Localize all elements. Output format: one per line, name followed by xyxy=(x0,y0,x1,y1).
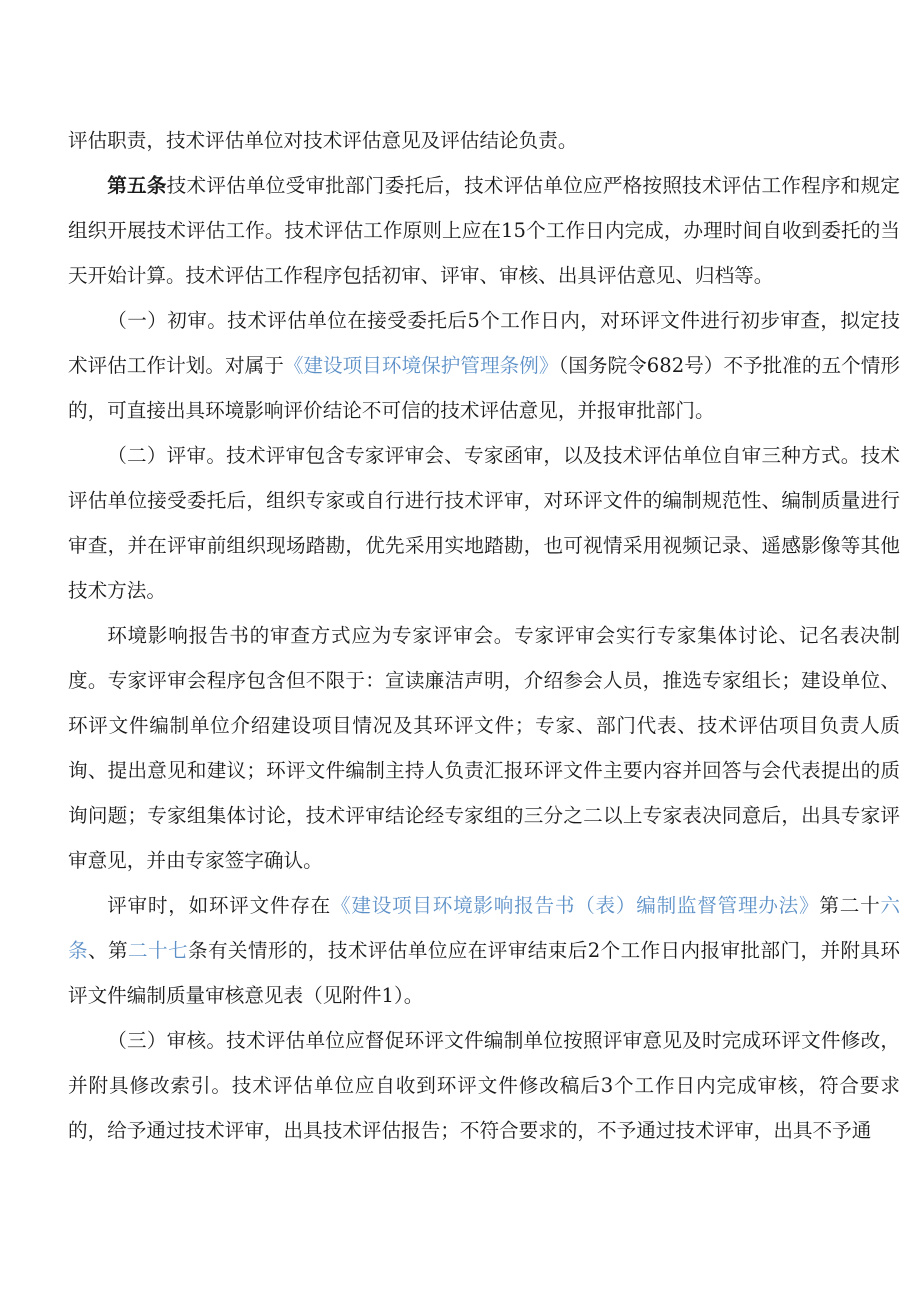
article-26-link[interactable]: 六条 xyxy=(68,894,901,962)
article-heading: 第五条 xyxy=(107,174,167,197)
paragraph-article-5 xyxy=(68,163,900,298)
paragraph-initial-review xyxy=(68,298,900,433)
text-segment: （二）评审。技术评审包含专家评审会、专家函审，以及技术评估单位自审三种方式。技术评估单位接受委托后，组织专家或自行进行技术评审，对环评文件的编制规范性、编制质量进行审查，并在评审前组织现场踏勘，优先采用实地踏勘，也可视情采用视频记录、遥感影像等其他技术方法。 xyxy=(68,444,900,602)
regulation-link[interactable]: 《建设项目环境保护管理条例》 xyxy=(283,354,559,377)
text-segment: 、第 xyxy=(88,939,128,962)
text-segment: （一）初审。技术评估单位在接受委托后5个工作日内，对环评文件进行初步审查，拟定技术评估工作计划。对属于 xyxy=(68,309,900,377)
text-segment: 第二十 xyxy=(819,894,881,917)
text-segment: （三）审核。技术评估单位应督促环评文件编制单位按照评审意见及时完成环评文件修改，并附具修改索引。技术评估单位应自收到环评文件修改稿后3个工作日内完成审核，符合要求的，给予通过技术评审，出具技术评估报告；不符合要求的，不予通过技术评审，出具不予通 xyxy=(68,1029,900,1142)
paragraph-continuation xyxy=(68,118,900,163)
document-page xyxy=(68,118,900,1153)
paragraph-review-cases xyxy=(68,883,900,1018)
text-segment: 技术评估单位受审批部门委托后，技术评估单位应严格按照技术评估工作程序和规定组织开展技术评估工作。技术评估工作原则上应在15个工作日内完成，办理时间自收到委托的当天开始计算。技术评估工作程序包括初审、评审、审核、出具评估意见、归档等。 xyxy=(68,174,901,287)
paragraph-audit xyxy=(68,1018,900,1153)
measures-link[interactable]: 《建设项目环境影响报告书（表）编制监督管理办法》 xyxy=(331,894,820,917)
article-27-link[interactable]: 二十七 xyxy=(127,939,188,962)
text-segment: （国务院令682号）不予批准的五个情形的，可直接出具环境影响评价结论不可信的技术评估意见，并报审批部门。 xyxy=(68,354,900,422)
text-segment: 评审时，如环评文件存在 xyxy=(107,894,332,917)
text-segment: 评估职责，技术评估单位对技术评估意见及评估结论负责。 xyxy=(68,129,578,152)
text-segment: 环境影响报告书的审查方式应为专家评审会。专家评审会实行专家集体讨论、记名表决制度。专家评审会程序包含但不限于：宣读廉洁声明，介绍参会人员，推选专家组长；建设单位、环评文件编制单位介绍建设项目情况及其环评文件；专家、部门代表、技术评估项目负责人质询、提出意见和建议；环评文件编制主持人负责汇报环评文件主要内容并回答与会代表提出的质询问题；专家组集体讨论，技术评审结论经专家组的三分之二以上专家表决同意后，出具专家评审意见，并由专家签字确认。 xyxy=(68,624,900,872)
paragraph-review xyxy=(68,433,900,613)
text-segment: 条有关情形的，技术评估单位应在评审结束后2个工作日内报审批部门，并附具环评文件编制质量审核意见表（见附件1）。 xyxy=(68,939,901,1007)
paragraph-expert-meeting xyxy=(68,613,900,883)
